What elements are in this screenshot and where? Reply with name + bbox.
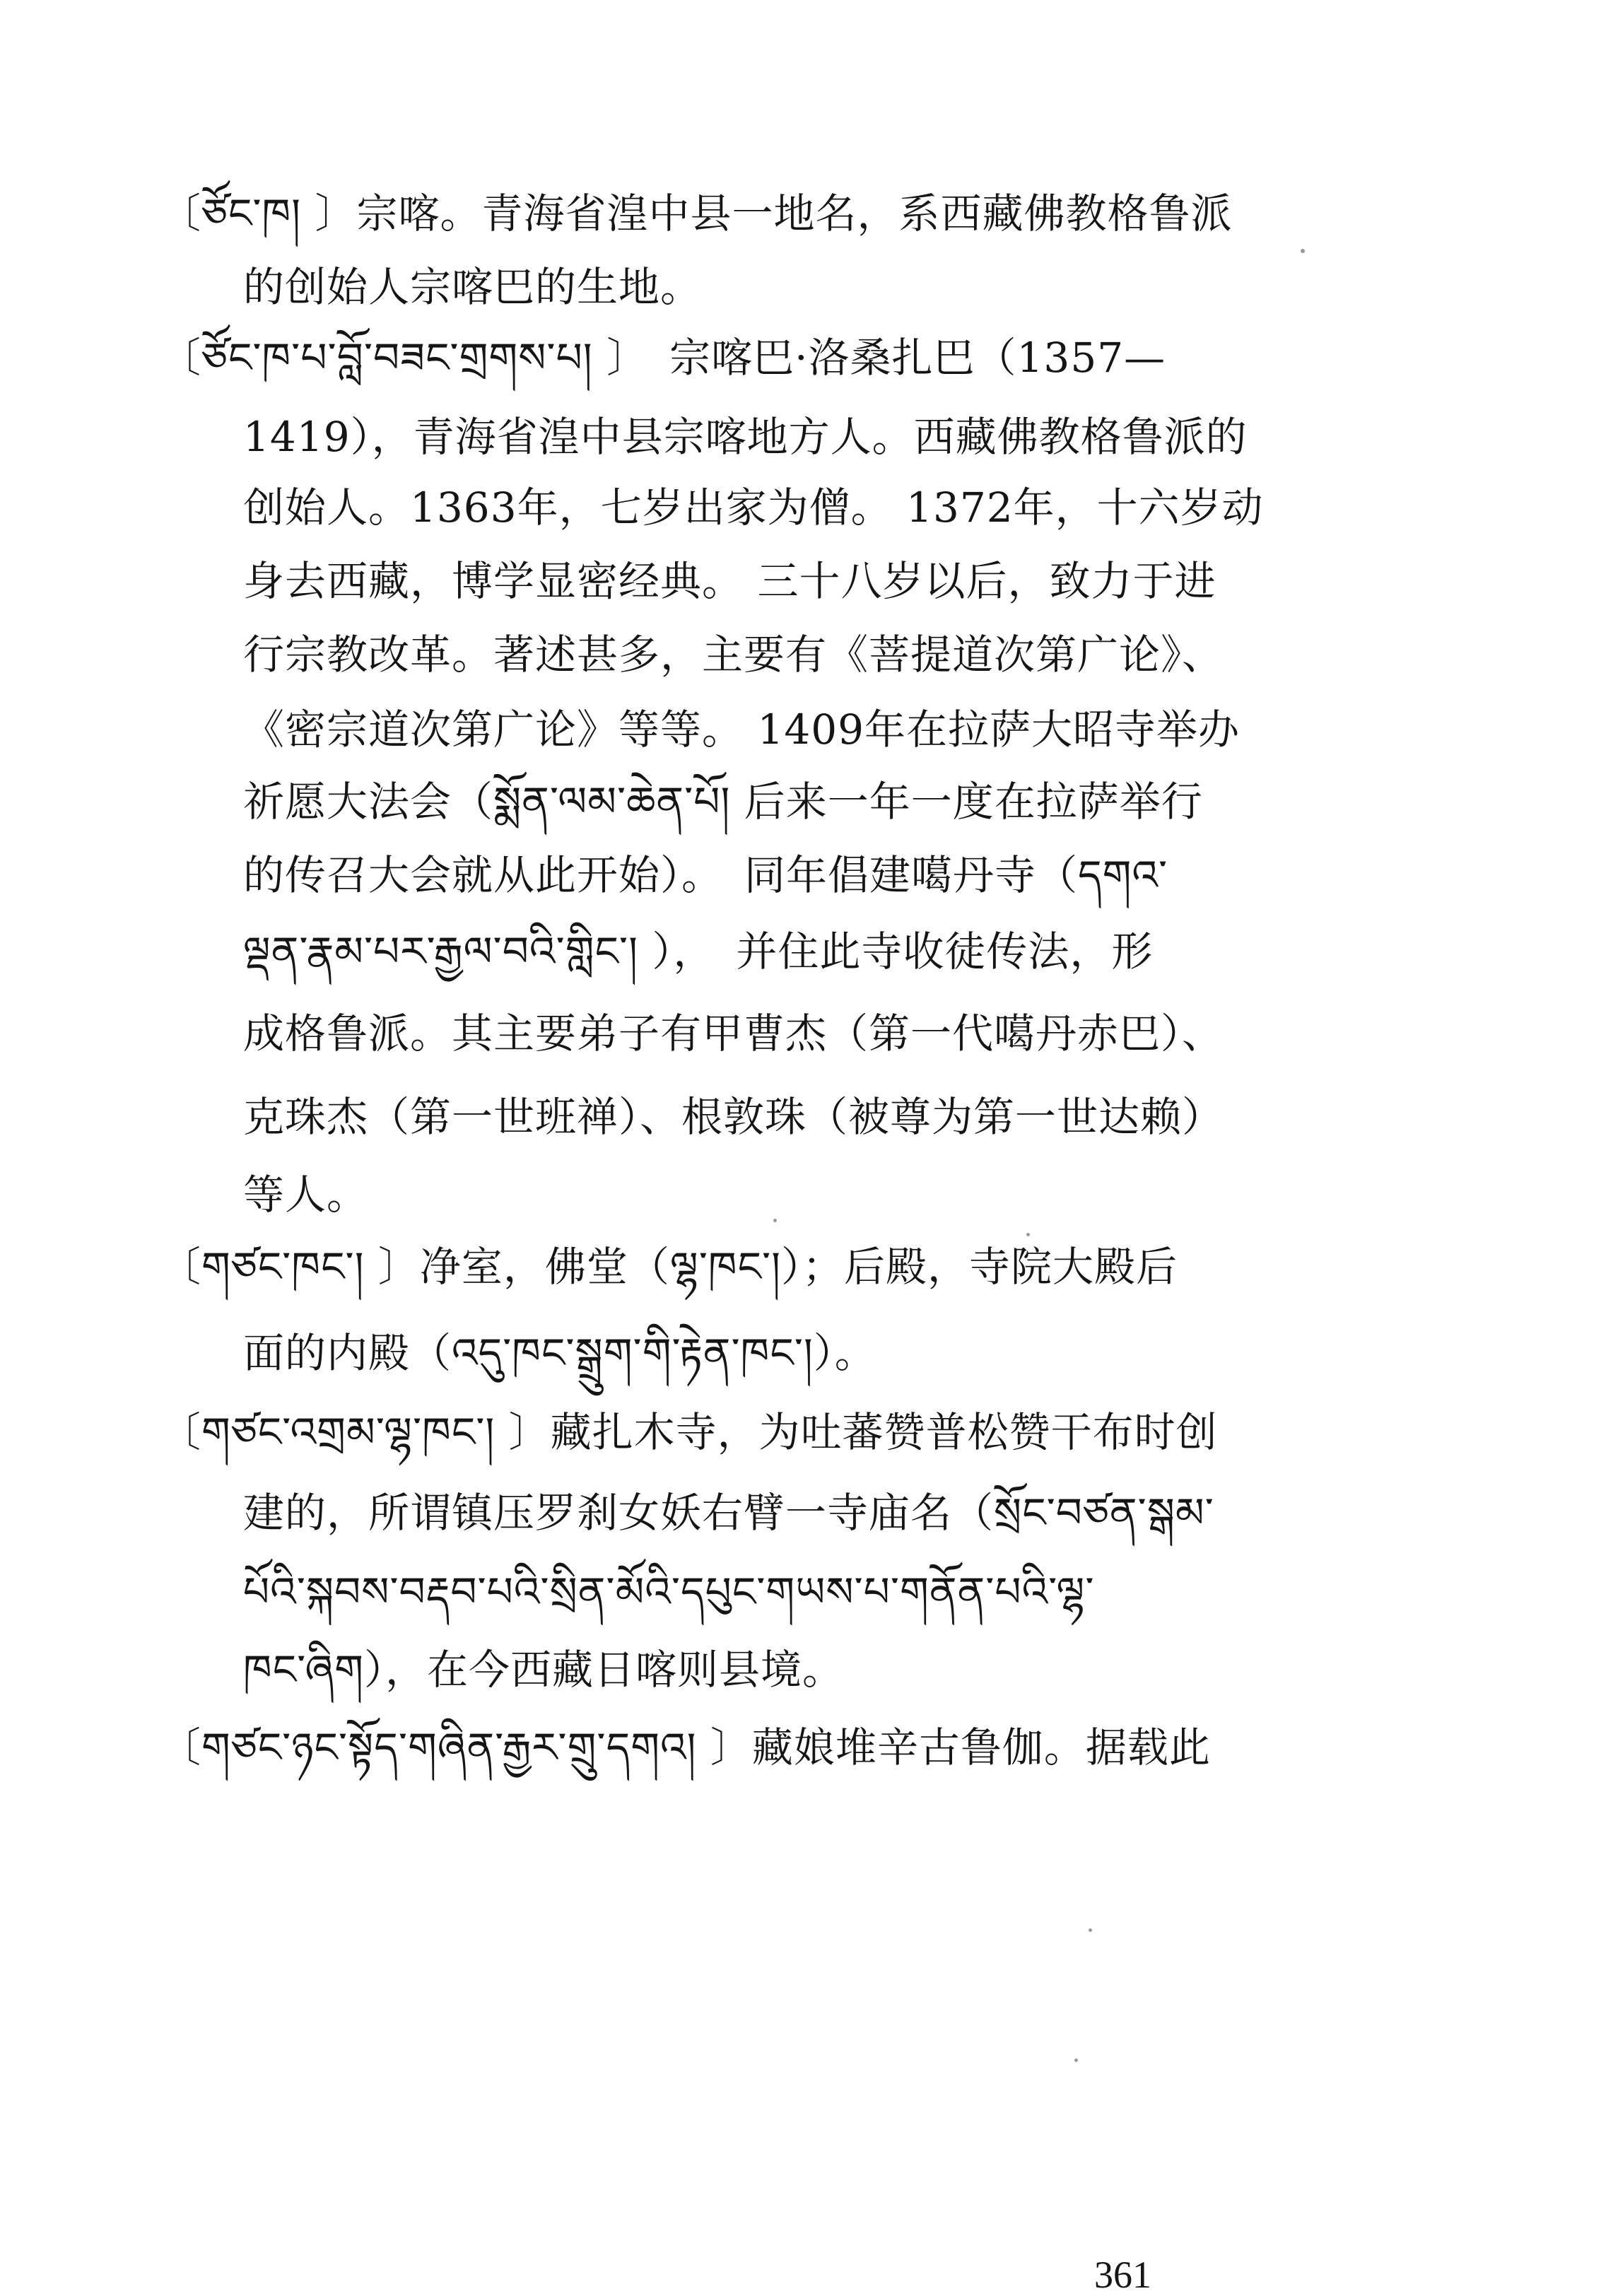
scan-speck (1074, 2058, 1078, 2062)
entry-tsongkhapa-line-5: 行宗教改革。著述甚多，主要有《菩提道次第广论》、 (243, 631, 1224, 679)
entry-tsangtram-line-3: པོའི་སྐབས་བརྡབ་པའི་སྲིན་མོའི་དཔུང་གཡས་པ་གནོན་པའི་ལྷ་ (243, 1568, 1095, 1616)
entry-tsongkhapa-line-10: 成格鲁派。其主要弟子有甲曹杰（第一代噶丹赤巴）、 (243, 1009, 1224, 1058)
entry-tsongkhapa-line-6: 《密宗道次第广论》等等。 1409年在拉萨大昭寺举办 (243, 705, 1241, 754)
entry-zongkha-head: 〔ཙོང་ཁ། 〕宗喀。青海省湟中县一地名，系西藏佛教格鲁派 (160, 189, 1233, 238)
page-number: 361 (1094, 2254, 1151, 2296)
entry-tsongkhapa-line-7: 祈愿大法会（སྨོན་ལམ་ཆེན་པོ། 后来一年一度在拉萨举行 (243, 778, 1203, 826)
scan-speck (1026, 1233, 1030, 1236)
entry-tsongkhapa-line-8: 的传召大会就从此开始）。 同年倡建噶丹寺（དགའ་ (243, 851, 1168, 899)
entry-tsongkhapa-line-2: 1419），青海省湟中县宗喀地方人。西藏佛教格鲁派的 (243, 413, 1248, 461)
entry-tsangtram-head: 〔གཙང་འགྲམ་ལྷ་ཁང་། 〕藏扎木寺，为吐蕃赞普松赞干布时创 (160, 1408, 1218, 1456)
entry-tsongkhapa-line-9: ལྡན་རྣམ་པར་རྒྱལ་བའི་གླིང་། ）， 并住此寺收徒传法，形 (243, 927, 1154, 976)
entry-tsangkhang-cont: 面的内殿（འདུ་ཁང་སྒྲུག་གི་རྟེན་ཁང་།）。 (243, 1329, 876, 1377)
entry-tsangnyang-head: 〔གཙང་ཉང་སྟོད་གཞིན་རྒྱར་གྲུ་དགའ། 〕藏娘堆辛古鲁伽。据载此 (160, 1723, 1211, 1771)
entry-tsongkhapa-head: 〔ཙོང་ཁ་པ་བློ་བཟང་གྲགས་པ། 〕 宗喀巴·洛桑扎巴（1357— (160, 334, 1166, 382)
entry-tsongkhapa-line-11: 克珠杰（第一世班禅）、根敦珠（被尊为第一世达赖） (243, 1093, 1224, 1141)
entry-zongkha-cont: 的创始人宗喀巴的生地。 (243, 263, 703, 311)
entry-tsangkhang-head: 〔གཙང་ཁང་། 〕净室，佛堂（ལྷ་ཁང་།）；后殿，寺院大殿后 (160, 1243, 1178, 1291)
entry-tsongkhapa-line-3: 创始人。1363年，七岁出家为僧。 1372年，十六岁动 (243, 484, 1264, 532)
scan-speck (773, 1219, 777, 1222)
entry-tsongkhapa-line-12: 等人。 (243, 1171, 369, 1219)
entry-tsangtram-line-2: 建的，所谓镇压罗刹女妖右臂一寺庙名（སྲོང་བཙན་སྒམ་ (243, 1489, 1214, 1537)
scan-speck (1301, 249, 1305, 253)
scan-speck (1089, 1928, 1092, 1932)
entry-tsongkhapa-line-4: 身去西藏，博学显密经典。 三十八岁以后，致力于进 (243, 557, 1216, 605)
entry-tsangtram-line-4: ཁང་ཞིག），在今西藏日喀则县境。 (243, 1646, 844, 1694)
